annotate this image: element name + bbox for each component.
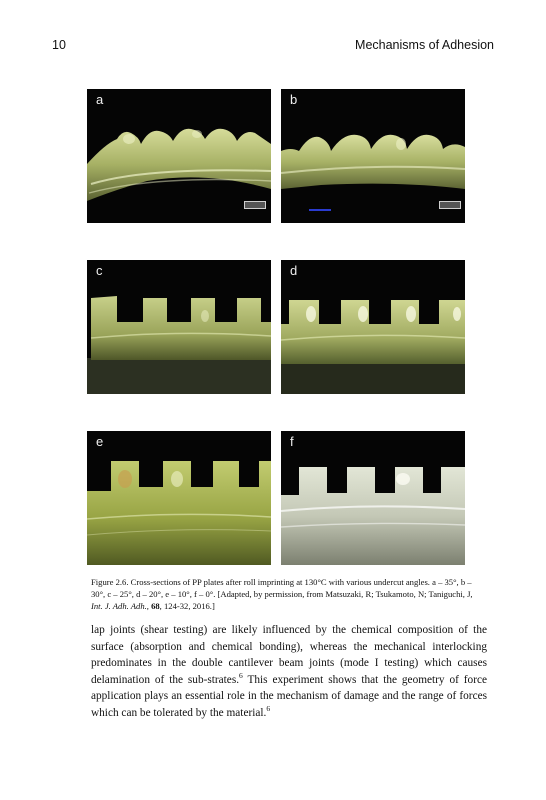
body-paragraph [91,622,487,722]
page-header [52,38,494,56]
body-text-1: lap joints (shear testing) are likely influenced by the chemical composition of the surface (absorption and chemical bonding), whereas the mechanical interlocking predominates in the double cantilever beam joints (mode I testing) which causes delamination of the sub-strates. [91,624,487,686]
reference-superscript: 6 [266,704,271,714]
panel-letter: c [96,263,103,278]
panel-f-image [281,431,465,565]
caption-pages: , 124-32, 2016.] [159,601,215,612]
figure-panel-f [281,431,465,565]
scale-bar [244,201,266,209]
panel-d-image [281,260,465,394]
page-number: 10 [52,38,66,52]
scale-bar [309,209,331,211]
panel-b-image [281,89,465,223]
figure-caption: Figure 2.6. Cross-sections of PP plates after roll imprinting at 130°C with various undercut angles. a – 35°, b – 30°, c – 25°, d – 20°, e – 10°, f – 0°. [Adapted, by permission, from Matsuzaki, R; Tsukamoto, N; Taniguchi, J, Int. J. Adh. Adh., 68, 124-32, 2016.] [91,577,473,612]
panel-letter: d [290,263,298,278]
caption-label: Figure 2.6. [91,577,129,587]
figure-panel-e [87,431,271,565]
panel-e-image [87,431,271,565]
figure-panel-b [281,89,465,223]
caption-volume: 68 [151,601,160,612]
figure-panel-a [87,89,271,223]
caption-text: Cross-sections of PP plates after roll imprinting at 130°C with various undercut angles. a – 35°, b – 30°, c – 25°, d – 20°, e – 10°, f – 0°. [Adapted, by permission, from Matsuzaki, R; Tsukamoto, N; Taniguchi, J, [91,577,473,600]
scale-bar [439,201,461,209]
panel-c-image [87,260,271,394]
figure-panel-c [87,260,271,394]
figure-panel-d [281,260,465,394]
panel-letter: f [290,434,294,449]
body-text-2: This experiment shows that the geometry of force application plays an essential role in the mechanism of damage and the range of forces which can be tolerated by the material. [91,673,487,719]
panel-letter: a [96,92,104,107]
caption-journal: Int. J. Adh. Adh. [91,601,147,612]
panel-letter: e [96,434,104,449]
panel-letter: b [290,92,298,107]
reference-superscript: 6 [239,671,243,681]
running-title: Mechanisms of Adhesion [355,38,494,52]
